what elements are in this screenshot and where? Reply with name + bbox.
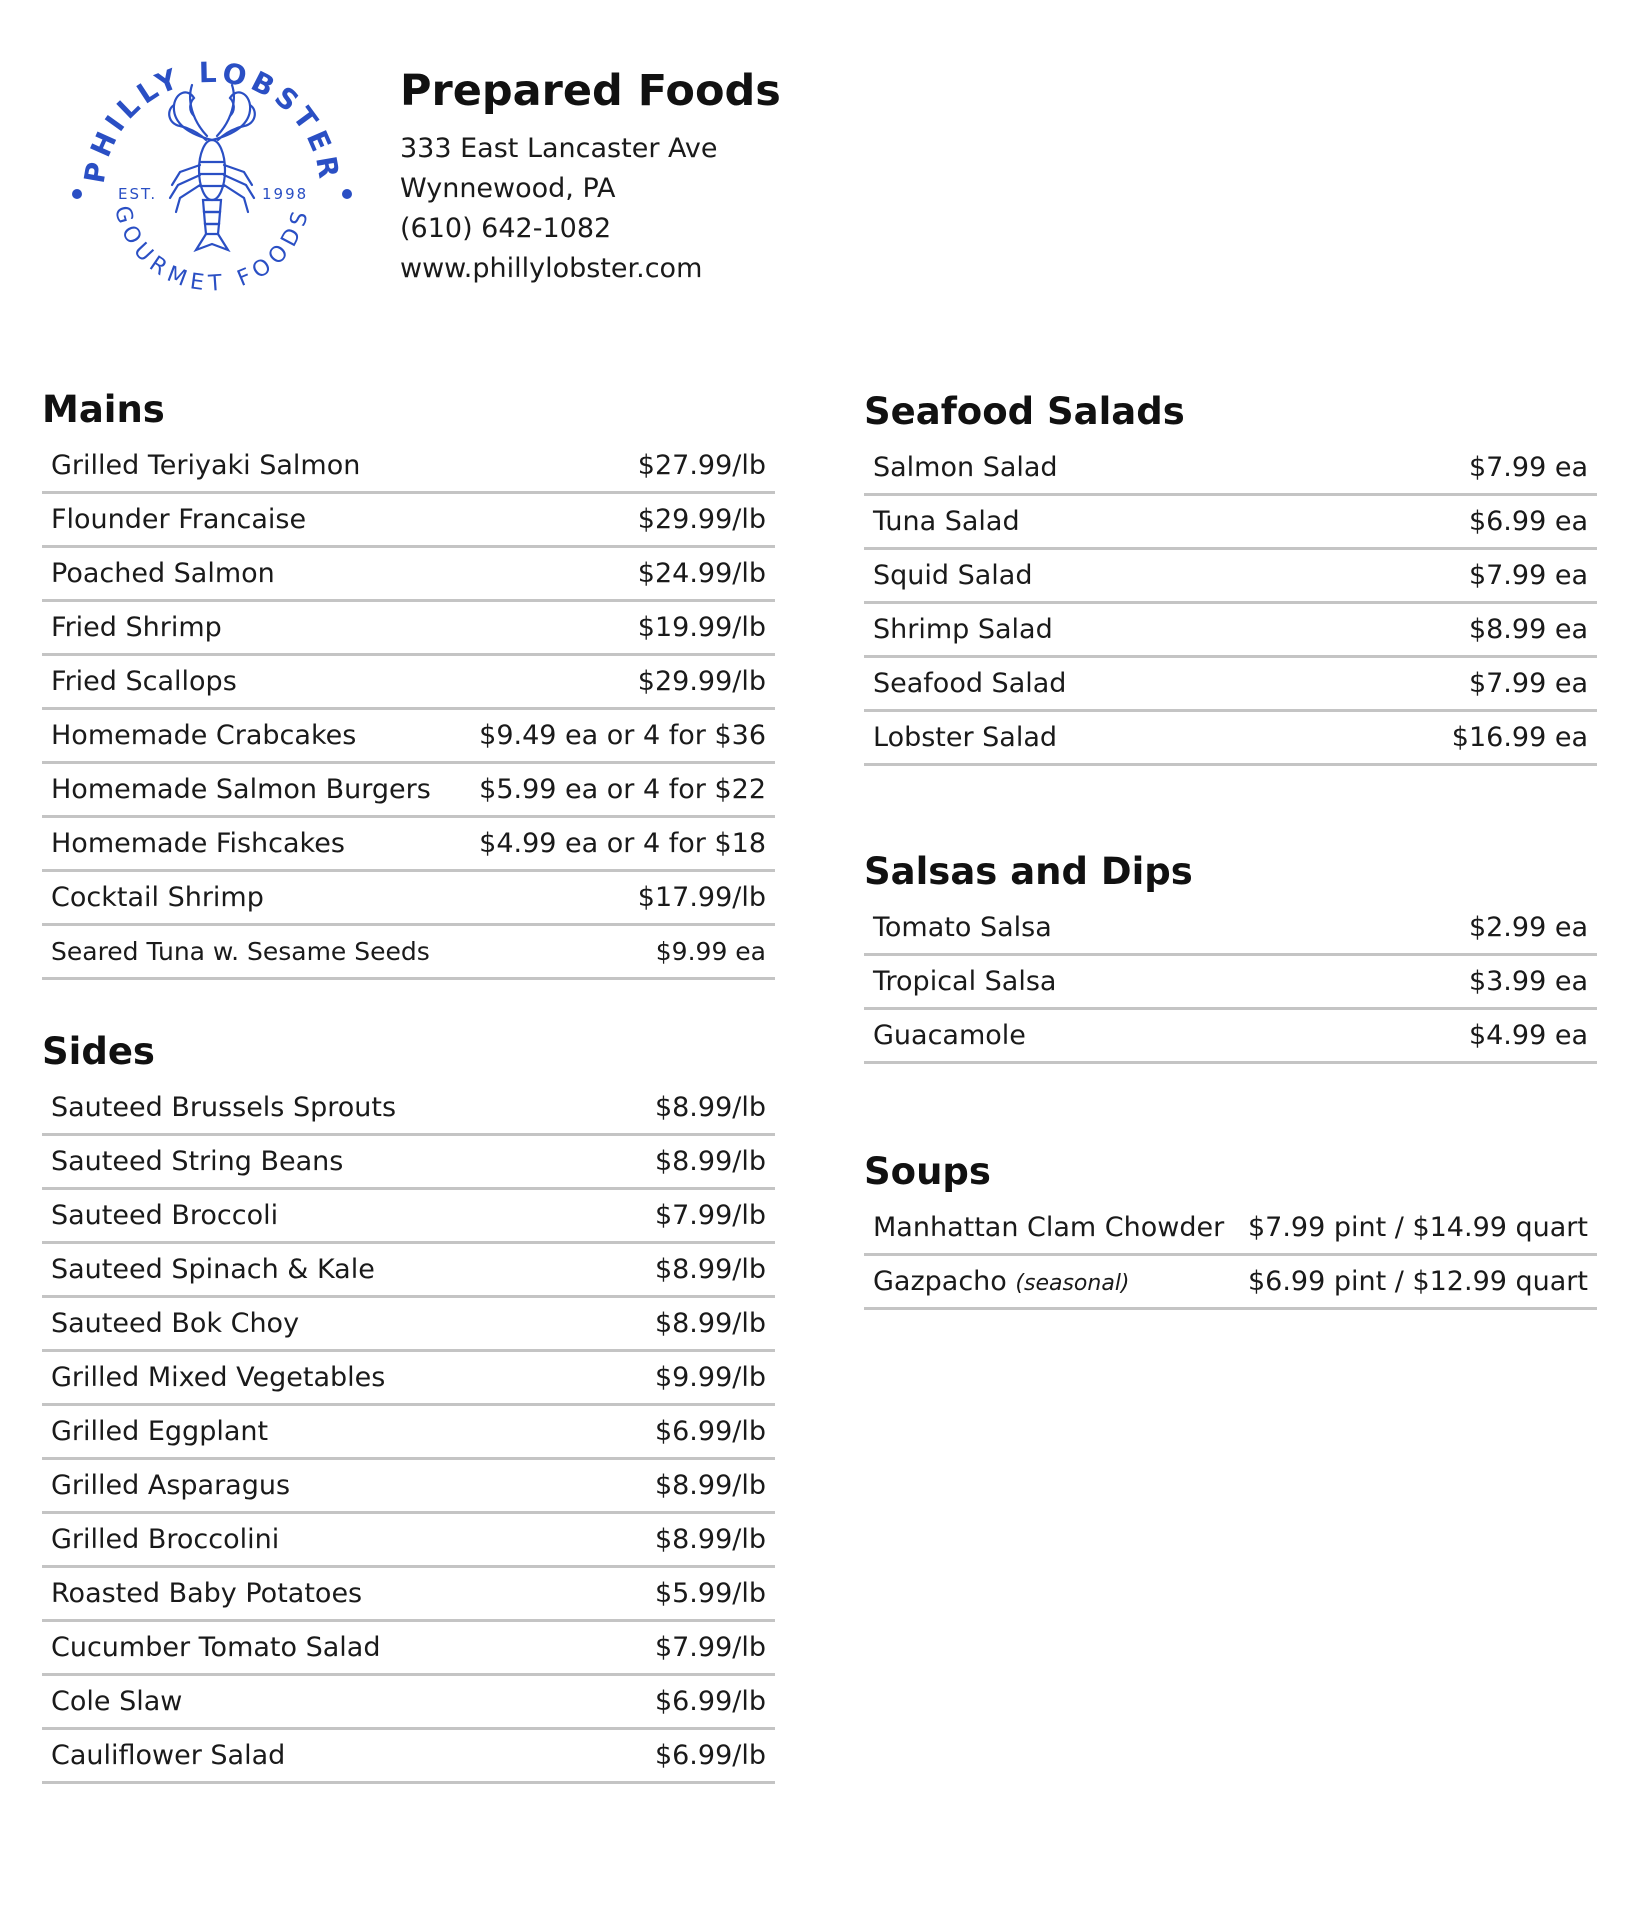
item-price: $17.99/lb <box>637 882 766 913</box>
store-phone: (610) 642-1082 <box>400 213 612 245</box>
item-price: $9.49 ea or 4 for $36 <box>479 720 766 751</box>
item-price: $9.99 ea <box>655 937 766 966</box>
store-address: 333 East Lancaster Ave <box>400 133 718 165</box>
item-name: Tropical Salsa <box>873 966 1057 997</box>
item-price: $6.99/lb <box>654 1740 766 1771</box>
item-price: $6.99 pint / $12.99 quart <box>1247 1266 1588 1297</box>
item-price: $7.99 ea <box>1468 560 1588 591</box>
menu-row <box>42 1460 775 1514</box>
item-name: Seared Tuna w. Sesame Seeds <box>51 937 430 966</box>
item-name: Tuna Salad <box>873 506 1020 537</box>
menu-row <box>864 956 1597 1010</box>
menu-row <box>864 604 1597 658</box>
menu-row <box>42 602 775 656</box>
item-name: Fried Shrimp <box>51 612 222 643</box>
menu-row <box>42 1190 775 1244</box>
item-name: Grilled Broccolini <box>51 1524 280 1555</box>
item-price: $7.99 pint / $14.99 quart <box>1247 1212 1588 1243</box>
item-name: Sauteed Broccoli <box>51 1200 279 1231</box>
item-name: Homemade Fishcakes <box>51 828 345 859</box>
philly-lobster-logo <box>62 40 362 340</box>
item-price: $29.99/lb <box>637 666 766 697</box>
menu-row <box>42 926 775 980</box>
store-city: Wynnewood, PA <box>400 173 616 205</box>
item-price: $8.99 ea <box>1468 614 1588 645</box>
menu-row <box>42 1514 775 1568</box>
item-price: $5.99 ea or 4 for $22 <box>479 774 766 805</box>
item-name: Grilled Teriyaki Salmon <box>51 450 361 481</box>
store-website[interactable]: www.phillylobster.com <box>400 253 703 285</box>
menu-row <box>42 1406 775 1460</box>
item-price: $8.99/lb <box>654 1254 766 1285</box>
salsas-dips-section <box>864 848 1597 1064</box>
item-name: Cocktail Shrimp <box>51 882 264 913</box>
item-price: $4.99 ea <box>1468 1020 1588 1051</box>
section-title-soups: Soups <box>864 1150 991 1193</box>
item-price: $19.99/lb <box>637 612 766 643</box>
logo-year-text: 1998 <box>262 185 309 203</box>
item-price: $24.99/lb <box>637 558 766 589</box>
menu-row <box>42 656 775 710</box>
store-header <box>400 68 781 289</box>
item-price: $9.99/lb <box>654 1362 766 1393</box>
menu-row <box>42 1136 775 1190</box>
sides-section <box>42 1028 775 1784</box>
soups-section <box>864 1148 1597 1310</box>
item-name: Lobster Salad <box>873 722 1058 753</box>
item-note: (seasonal) <box>1015 1271 1130 1296</box>
menu-row <box>42 710 775 764</box>
menu-row <box>864 902 1597 956</box>
mains-section <box>42 386 775 980</box>
item-name: Squid Salad <box>873 560 1033 591</box>
menu-row <box>42 1244 775 1298</box>
menu-row <box>864 712 1597 766</box>
menu-row <box>42 1676 775 1730</box>
item-price: $7.99/lb <box>654 1200 766 1231</box>
item-name: Homemade Crabcakes <box>51 720 357 751</box>
item-price: $7.99/lb <box>654 1632 766 1663</box>
menu-row <box>864 550 1597 604</box>
menu-row <box>864 1202 1597 1256</box>
item-price: $6.99 ea <box>1468 506 1588 537</box>
menu-row <box>42 1622 775 1676</box>
item-name: Sauteed Spinach & Kale <box>51 1254 375 1285</box>
item-price: $8.99/lb <box>654 1470 766 1501</box>
item-name: Manhattan Clam Chowder <box>873 1212 1225 1243</box>
menu-row <box>864 1256 1597 1310</box>
item-name: Guacamole <box>873 1020 1026 1051</box>
section-title-sides: Sides <box>42 1030 155 1073</box>
item-price: $8.99/lb <box>654 1308 766 1339</box>
logo-dot-left <box>72 189 82 199</box>
menu-row <box>42 1730 775 1784</box>
menu-row <box>42 1568 775 1622</box>
item-price: $2.99 ea <box>1468 912 1588 943</box>
item-price: $6.99/lb <box>654 1416 766 1447</box>
item-name: Tomato Salsa <box>873 912 1052 943</box>
menu-row <box>42 494 775 548</box>
item-price: $4.99 ea or 4 for $18 <box>479 828 766 859</box>
item-name-with-note <box>873 1266 1130 1297</box>
item-price: $27.99/lb <box>637 450 766 481</box>
item-name: Sauteed Bok Choy <box>51 1308 300 1339</box>
item-price: $3.99 ea <box>1468 966 1588 997</box>
logo-bottom-text: GOURMET FOODS <box>108 203 315 297</box>
menu-row <box>42 818 775 872</box>
menu-row <box>864 658 1597 712</box>
item-name: Grilled Mixed Vegetables <box>51 1362 386 1393</box>
menu-row <box>42 764 775 818</box>
item-name: Sauteed String Beans <box>51 1146 344 1177</box>
section-title-seafood-salads: Seafood Salads <box>864 390 1185 433</box>
item-name: Roasted Baby Potatoes <box>51 1578 363 1609</box>
item-name: Grilled Eggplant <box>51 1416 269 1447</box>
item-name: Cucumber Tomato Salad <box>51 1632 381 1663</box>
item-name: Flounder Francaise <box>51 504 307 535</box>
item-name: Grilled Asparagus <box>51 1470 291 1501</box>
item-price: $6.99/lb <box>654 1686 766 1717</box>
item-name: Cauliflower Salad <box>51 1740 286 1771</box>
menu-row <box>864 496 1597 550</box>
item-name: Shrimp Salad <box>873 614 1053 645</box>
logo-dot-right <box>342 189 352 199</box>
menu-row <box>42 1082 775 1136</box>
item-price: $7.99 ea <box>1468 668 1588 699</box>
item-name: Salmon Salad <box>873 452 1058 483</box>
menu-row <box>42 1352 775 1406</box>
item-name: Gazpacho <box>873 1266 1007 1297</box>
menu-row <box>864 442 1597 496</box>
item-price: $7.99 ea <box>1468 452 1588 483</box>
section-title-mains: Mains <box>42 388 165 431</box>
item-name: Seafood Salad <box>873 668 1067 699</box>
seafood-salads-section <box>864 388 1597 766</box>
item-price: $16.99 ea <box>1451 722 1588 753</box>
item-name: Homemade Salmon Burgers <box>51 774 431 805</box>
lobster-icon <box>169 85 255 250</box>
logo-top-text: PHILLY LOBSTER <box>77 55 347 186</box>
item-name: Sauteed Brussels Sprouts <box>51 1092 397 1123</box>
page-title: Prepared Foods <box>400 66 781 116</box>
menu-row <box>42 872 775 926</box>
menu-row <box>864 1010 1597 1064</box>
item-price: $8.99/lb <box>654 1092 766 1123</box>
menu-row <box>42 440 775 494</box>
item-price: $8.99/lb <box>654 1524 766 1555</box>
item-name: Fried Scallops <box>51 666 237 697</box>
item-price: $29.99/lb <box>637 504 766 535</box>
item-price: $5.99/lb <box>654 1578 766 1609</box>
menu-row <box>42 548 775 602</box>
menu-row <box>42 1298 775 1352</box>
section-title-salsas: Salsas and Dips <box>864 850 1193 893</box>
item-name: Poached Salmon <box>51 558 275 589</box>
item-name: Cole Slaw <box>51 1686 183 1717</box>
item-price: $8.99/lb <box>654 1146 766 1177</box>
logo-est-text: EST. <box>118 185 158 203</box>
